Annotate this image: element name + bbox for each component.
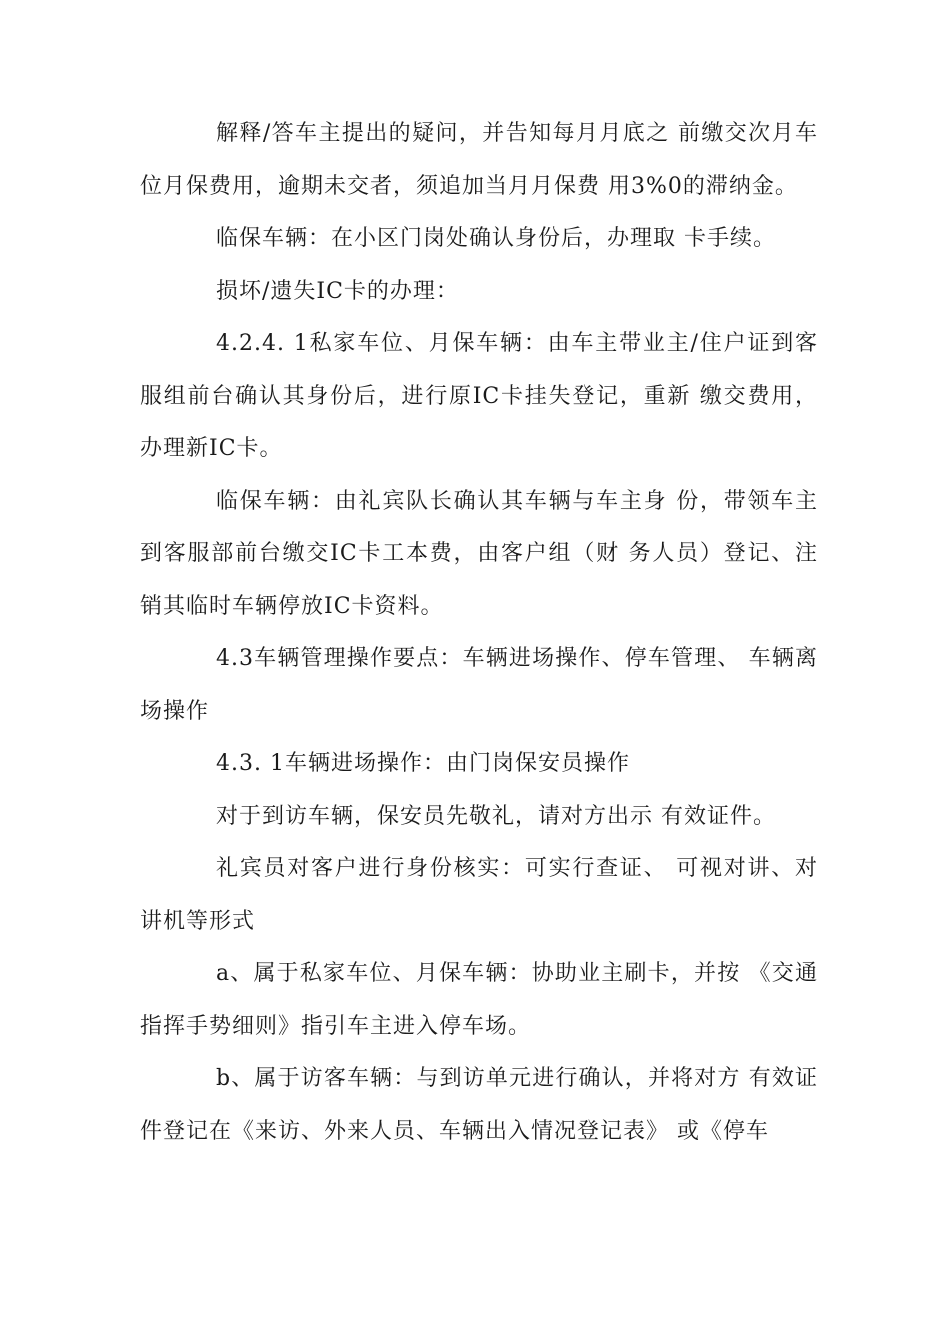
paragraph-monthly-fee: 解释/答车主提出的疑问，并告知每月月底之 前缴交次月车位月保费用，逾期未交者，须追加当月月保费 用3%0的滞纳金。	[140, 121, 818, 199]
paragraph-visitor-salute: 对于到访车辆，保安员先敬礼，请对方出示 有效证件。	[216, 803, 776, 829]
paragraph-4-3: 4.3车辆管理操作要点：车辆进场操作、停车管理、 车辆离场操作	[140, 646, 818, 724]
document-body	[140, 108, 818, 1158]
paragraph-item-a: a、属于私家车位、月保车辆：协助业主刷卡，并按 《交通指挥手势细则》指引车主进入停车场。	[140, 961, 818, 1039]
paragraph-4-2-4-1: 4.2.4. 1私家车位、月保车辆：由车主带业主/住户证到客服组前台确认其身份后，进行原IC卡挂失登记，重新 缴交费用，办理新IC卡。	[140, 331, 818, 461]
paragraph-lost-card-heading: 损坏/遗失IC卡的办理：	[216, 278, 459, 304]
paragraph-temporary-vehicle-lost-card: 临保车辆：由礼宾队长确认其车辆与车主身 份，带领车主到客服部前台缴交IC卡工本费，由客户组（财 务人员）登记、注销其临时车辆停放IC卡资料。	[140, 488, 818, 619]
paragraph-identity-check: 礼宾员对客户进行身份核实：可实行查证、 可视对讲、对讲机等形式	[140, 856, 818, 934]
paragraph-item-b: b、属于访客车辆：与到访单元进行确认，并将对方 有效证件登记在《来访、外来人员、车辆出入情况登记表》 或《停车	[140, 1066, 818, 1144]
paragraph-4-3-1: 4.3. 1车辆进场操作：由门岗保安员操作	[216, 751, 630, 776]
paragraph-temporary-vehicle-card: 临保车辆：在小区门岗处确认身份后，办理取 卡手续。	[216, 226, 776, 251]
